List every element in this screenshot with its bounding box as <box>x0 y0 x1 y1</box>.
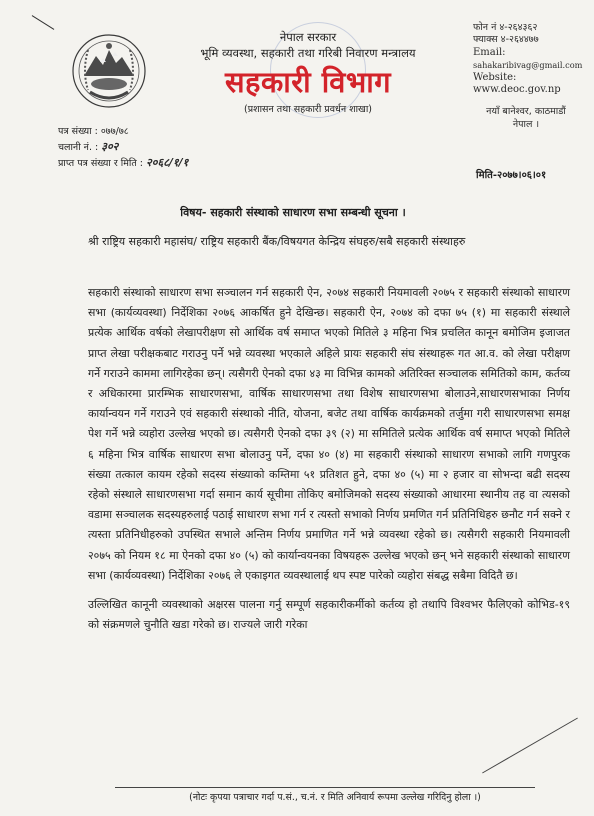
nepal-emblem-icon <box>70 32 148 110</box>
footer-divider <box>115 787 535 788</box>
website-label: Website: <box>473 71 517 83</box>
dispatch-number-label: चलानी नं. : <box>58 142 99 153</box>
corner-mark <box>32 15 55 30</box>
received-number-label: प्राप्त पत्र संख्या र मिति : <box>58 158 143 169</box>
email-label: Email: <box>473 46 506 58</box>
body-paragraph-2: उल्लिखित कानूनी व्यवस्थाको अक्षरस पालना गर्नु सम्पूर्ण सहकारीकर्मीको कर्तव्य हो तथापि विश्वभर फैलिएको कोभिड-१९ को संक्रमणले चुनौति खडा गरेको छ। राज्यले जारी गरेका <box>88 598 570 632</box>
contact-block <box>473 22 591 131</box>
signature-stroke <box>482 718 578 774</box>
letter-subject: विषय- सहकारी संस्थाको साधारण सभा सम्बन्धी सूचना । <box>180 206 406 219</box>
footnote: (नोटः कृपया पत्राचार गर्दा प.सं., च.नं. र मिति अनिवार्य रूपमा उल्लेख गरिदिनु होला ।) <box>189 792 481 803</box>
dispatch-number <box>58 139 188 155</box>
department-title: सहकारी विभाग <box>224 65 392 99</box>
letter-date: मिति-२०७७।०६।०१ <box>476 170 547 181</box>
government-name: नेपाल सरकार <box>279 30 337 44</box>
letter-addressee: श्री राष्ट्रिय सहकारी महासंघ/ राष्ट्रिय सहकारी बैंक/विषयगत केन्द्रिय संघहरु/सबै सहकारी संस्थाहरु <box>88 235 466 248</box>
wing-name: (प्रशासन तथा सहकारी प्रवर्धन शाखा) <box>244 104 372 115</box>
address-line-2: नेपाल । <box>512 118 540 130</box>
office-address <box>473 106 591 131</box>
address-line-1: नयाँ बानेश्वर, काठमाडौं <box>486 106 566 118</box>
email-address: sahakaribivag@gmail.com <box>473 60 583 71</box>
reference-block <box>58 124 188 171</box>
received-number <box>58 155 188 171</box>
letter-body <box>88 283 570 635</box>
phone-number: फोन नं ४-२६४३६२ <box>473 22 538 33</box>
ministry-name: भूमि व्यवस्था, सहकारी तथा गरिबी निवारण मन्त्रालय <box>200 46 416 60</box>
fax-number: फ्याक्स ४-२६४४७७ <box>473 34 539 46</box>
website-url: www.deoc.gov.np <box>473 84 561 96</box>
body-paragraph-1: सहकारी संस्थाको साधारण सभा सञ्चालन गर्न सहकारी ऐन, २०७४ सहकारी नियमावली २०७५ र सहकारी संस्थाको साधारण सभा (कार्यव्यवस्था) निर्देशिका २०७६ आकर्षित हुने देखिन्छ। सहकारी ऐन, २०७४ को दफा ७५ (१) मा सहकारी संस्थाले प्रत्येक आर्थिक वर्षको लेखापरीक्षण सो आर्थिक वर्ष समाप्त भएको मितिले ३ महिना भित्र प्रचलित कानून बमोजिम इजाजत प्राप्त लेखा परीक्षकबाट गराउनु पर्ने भन्ने व्यवस्था भएकाले अहिले प्रायः सहकारी संघ संस्थाहरू गत आ.व. को लेखा परीक्षण गर्ने गराउने काममा लागिरहेका छन्। त्यसैगरी ऐनको दफा ४३ मा विभिन्न कामको अतिरिक्त सञ्चालक समितिको काम, कर्तव्य र अधिकारमा प्रारम्भिक साधारणसभा, वार्षिक साधारणसभा तथा विशेष साधारणसभा बोलाउने,साधारणसभाका निर्णय कार्यान्वयन गर्ने गराउने एवं सहकारी संस्थाको नीति, योजना, बजेट तथा वार्षिक कार्यक्रमको तर्जुमा गरी साधारणसभा समक्ष पेश गर्ने भन्ने व्यहोरा उल्लेख भएको छ। त्यसैगरी ऐनको दफा ३९ (२) मा समितिले प्रत्येक आर्थिक वर्ष समाप्त भएको मितिले ६ महिना भित्र वार्षिक साधारण सभा बोलाउनु पर्ने, दफा ४० (४) मा सहकारी संस्थाको साधारण सभाको लागि गणपुरक संख्या तत्काल कायम रहेको सदस्य संख्याको कम्तिमा ५१ प्रतिशत हुने, दफा ४० (५) मा २ हजार वा सोभन्दा बढी सदस्य रहेको संस्थाले साधारणसभा गर्दा समान कार्य सूचीमा तोकिए बमोजिमको सदस्य संख्याको आधारमा स्थानीय तह वा त्यसको वडामा सञ्चालक सदस्यहरुलाई पठाई साधारण सभा गर्न र त्यस्तो सभाको निर्णय प्रमणित गर्न प्रतिनिधिहरु छनौट गर्न सक्ने र त्यस्ता प्रतिनिधीहरुको उपस्थित सभाले अन्तिम निर्णय प्रमाणित गर्ने भन्ने व्यवस्था रहेको छ। त्यसैगरी सहकारी नियमावली २०७५ को नियम १८ मा ऐनको दफा ४० (५) को कार्यान्वयनका विषयहरू उल्लेख भएको छन् भने सहकारी संस्थाको साधारण सभा (कार्यव्यवस्था) निर्देशिका २०७६ ले एकाइगत व्यवस्थालाई थप स्पष्ट पारेको व्यहोरा संबद्ध सबैमा विदितै छ। <box>88 286 570 582</box>
letter-number: पत्र संख्या : ०७७/७८ <box>58 126 129 137</box>
received-number-value: २०६८/१/१ <box>146 156 189 169</box>
dispatch-number-value: ३०२ <box>101 140 119 153</box>
letterhead <box>150 30 466 118</box>
